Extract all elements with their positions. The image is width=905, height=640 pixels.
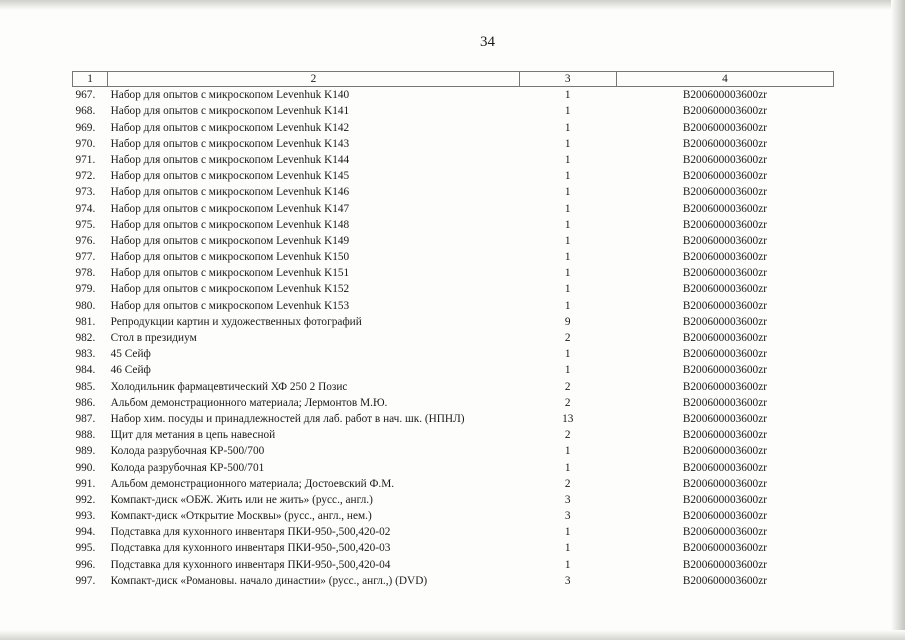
item-quantity: 1 — [564, 234, 571, 247]
page-number: 34 — [480, 34, 495, 50]
item-code: B200600003600zr — [682, 283, 767, 296]
row-number: 985. — [75, 380, 96, 393]
table-row — [73, 119, 834, 135]
item-quantity: 1 — [564, 202, 571, 215]
table-body — [73, 87, 834, 589]
item-quantity: 2 — [564, 332, 571, 344]
item-quantity: 3 — [564, 510, 571, 523]
item-name: Холодильник фармацевтический ХФ 250 2 Позис — [110, 380, 348, 393]
table-row — [73, 281, 834, 297]
row-number: 978. — [75, 267, 96, 280]
table-row — [73, 168, 834, 184]
item-quantity: 1 — [564, 364, 571, 377]
item-code: B200600003600zr — [682, 380, 767, 393]
item-name: Компакт-диск «ОБЖ. Жить или не жить» (русс., англ.) — [110, 493, 373, 506]
table-row — [73, 233, 834, 249]
item-name: Набор для опытов с микроскопом Levenhuk K150 — [110, 251, 350, 264]
table-row — [73, 573, 834, 589]
item-name: Набор для опытов с микроскопом Levenhuk K141 — [110, 105, 350, 118]
row-number: 990. — [75, 461, 96, 474]
item-code: B200600003600zr — [682, 364, 767, 377]
table-row — [73, 476, 834, 492]
inventory-table — [72, 71, 834, 589]
item-code: B200600003600zr — [682, 396, 767, 409]
row-number: 984. — [75, 364, 96, 377]
item-name: 45 Сейф — [110, 348, 151, 361]
item-quantity: 1 — [564, 89, 571, 102]
item-quantity: 2 — [564, 380, 571, 393]
item-code: B200600003600zr — [682, 234, 767, 247]
item-name: Стол в президиум — [110, 332, 197, 344]
item-quantity: 1 — [564, 186, 571, 199]
row-number: 996. — [75, 558, 96, 571]
item-code: B200600003600zr — [682, 137, 767, 150]
row-number: 967. — [75, 89, 96, 102]
item-code: B200600003600zr — [682, 170, 767, 183]
row-number: 982. — [75, 332, 96, 344]
item-name: Подставка для кухонного инвентаря ПКИ-950-,500,420-03 — [110, 542, 391, 555]
item-quantity: 1 — [564, 558, 571, 571]
row-number: 968. — [75, 105, 96, 118]
item-quantity: 1 — [564, 542, 571, 555]
row-number: 986. — [75, 396, 96, 409]
item-quantity: 13 — [562, 412, 574, 425]
row-number: 972. — [75, 170, 96, 183]
table-row — [73, 443, 834, 459]
table-row — [73, 249, 834, 265]
row-number: 976. — [75, 234, 96, 247]
table-row — [73, 556, 834, 572]
row-number: 983. — [75, 348, 96, 361]
header-col-2: 2 — [108, 72, 520, 87]
item-code: B200600003600zr — [682, 267, 767, 280]
item-name: Альбом демонстрационного материала; Лермонтов М.Ю. — [110, 396, 388, 409]
row-number: 979. — [75, 283, 96, 296]
row-number: 987. — [75, 412, 96, 425]
item-name: Щит для метания в цепь навесной — [110, 429, 276, 442]
item-code: B200600003600zr — [682, 332, 767, 344]
item-quantity: 3 — [564, 574, 571, 587]
item-name: Набор хим. посуды и принадлежностей для лаб. работ в нач. шк. (НПНЛ) — [110, 412, 465, 425]
item-quantity: 1 — [564, 348, 571, 361]
table-row — [73, 217, 834, 233]
row-number: 973. — [75, 186, 96, 199]
item-name: Набор для опытов с микроскопом Levenhuk K145 — [110, 170, 350, 183]
row-number: 974. — [75, 202, 96, 215]
table-row — [73, 346, 834, 362]
item-code: B200600003600zr — [682, 477, 767, 490]
table-row — [73, 184, 834, 200]
item-code: B200600003600zr — [682, 153, 767, 166]
item-code: B200600003600zr — [682, 186, 767, 199]
row-number: 992. — [75, 493, 96, 506]
table-header — [73, 72, 834, 87]
item-code: B200600003600zr — [682, 348, 767, 361]
item-name: Набор для опытов с микроскопом Levenhuk K153 — [110, 299, 350, 312]
table-row — [73, 508, 834, 524]
item-quantity: 9 — [564, 315, 571, 328]
table-row — [73, 378, 834, 394]
row-number: 989. — [75, 445, 96, 458]
row-number: 969. — [75, 121, 96, 134]
table-row — [73, 411, 834, 427]
item-code: B200600003600zr — [682, 542, 767, 555]
item-name: Набор для опытов с микроскопом Levenhuk K147 — [110, 202, 350, 215]
row-number: 995. — [75, 542, 96, 555]
item-quantity: 1 — [564, 153, 571, 166]
table-row — [73, 265, 834, 281]
table-row — [73, 395, 834, 411]
item-code: B200600003600zr — [682, 445, 767, 458]
item-name: Подставка для кухонного инвентаря ПКИ-950-,500,420-04 — [110, 558, 391, 571]
table-row — [73, 103, 834, 119]
table-row — [73, 200, 834, 216]
item-quantity: 1 — [564, 445, 571, 458]
row-number: 991. — [75, 477, 96, 490]
item-name: Набор для опытов с микроскопом Levenhuk K144 — [110, 153, 350, 166]
scan-edge-bottom — [0, 630, 905, 640]
table-row — [73, 459, 834, 475]
item-quantity: 1 — [564, 105, 571, 118]
table-row — [73, 362, 834, 378]
item-quantity: 1 — [564, 461, 571, 474]
item-name: Альбом демонстрационного материала; Достоевский Ф.М. — [110, 477, 395, 490]
item-quantity: 1 — [564, 170, 571, 183]
item-quantity: 1 — [564, 218, 571, 231]
row-number: 975. — [75, 218, 96, 231]
row-number: 994. — [75, 526, 96, 539]
item-quantity: 2 — [564, 396, 571, 409]
item-code: B200600003600zr — [682, 315, 767, 328]
item-code: B200600003600zr — [682, 251, 767, 264]
header-col-1: 1 — [73, 72, 108, 87]
item-quantity: 1 — [564, 526, 571, 539]
header-col-4: 4 — [616, 72, 833, 87]
table-row — [73, 427, 834, 443]
row-number: 993. — [75, 510, 96, 523]
row-number: 981. — [75, 315, 96, 328]
item-quantity: 1 — [564, 137, 571, 150]
table-header-row — [73, 72, 834, 87]
item-quantity: 1 — [564, 121, 571, 134]
row-number: 997. — [75, 574, 96, 587]
scan-edge-right — [891, 0, 905, 640]
table-row — [73, 152, 834, 168]
item-quantity: 2 — [564, 429, 571, 442]
item-quantity: 1 — [564, 267, 571, 280]
item-name: Компакт-диск «Романовы. начало династии» (русс., англ.,) (DVD) — [110, 574, 428, 587]
item-name: Компакт-диск «Открытие Москвы» (русс., англ., нем.) — [110, 510, 372, 523]
item-quantity: 1 — [564, 283, 571, 296]
item-name: Набор для опытов с микроскопом Levenhuk K151 — [110, 267, 350, 280]
item-code: B200600003600zr — [682, 526, 767, 539]
item-code: B200600003600zr — [682, 202, 767, 215]
table-row — [73, 297, 834, 313]
item-quantity: 1 — [564, 299, 571, 312]
item-name: Набор для опытов с микроскопом Levenhuk K149 — [110, 234, 350, 247]
item-name: Набор для опытов с микроскопом Levenhuk K143 — [110, 137, 350, 150]
item-code: B200600003600zr — [682, 299, 767, 312]
item-name: Набор для опытов с микроскопом Levenhuk K148 — [110, 218, 350, 231]
item-code: B200600003600zr — [682, 429, 767, 442]
item-name: 46 Сейф — [110, 364, 151, 377]
table-row — [73, 314, 834, 330]
item-name: Подставка для кухонного инвентаря ПКИ-950-,500,420-02 — [110, 526, 391, 539]
table-row — [73, 524, 834, 540]
item-name: Набор для опытов с микроскопом Levenhuk K140 — [110, 89, 350, 102]
item-code: B200600003600zr — [682, 574, 767, 587]
item-name: Репродукции картин и художественных фотографий — [110, 315, 362, 328]
item-code: B200600003600zr — [682, 218, 767, 231]
table-row — [73, 330, 834, 346]
row-number: 971. — [75, 153, 96, 166]
item-quantity: 1 — [564, 251, 571, 264]
row-number: 988. — [75, 429, 96, 442]
row-number: 980. — [75, 299, 96, 312]
item-code: B200600003600zr — [682, 89, 767, 102]
table-row — [73, 492, 834, 508]
item-quantity: 3 — [564, 493, 571, 506]
scan-edge-top — [0, 0, 905, 10]
item-code: B200600003600zr — [682, 121, 767, 134]
item-code: B200600003600zr — [682, 461, 767, 474]
item-name: Набор для опытов с микроскопом Levenhuk K152 — [110, 283, 350, 296]
table-row — [73, 540, 834, 556]
item-name: Набор для опытов с микроскопом Levenhuk K146 — [110, 186, 350, 199]
item-name: Колода разрубочная КР-500/700 — [110, 445, 265, 458]
table-row — [73, 87, 834, 104]
item-code: B200600003600zr — [682, 558, 767, 571]
table-row — [73, 136, 834, 152]
item-code: B200600003600zr — [682, 510, 767, 523]
item-name: Набор для опытов с микроскопом Levenhuk K142 — [110, 121, 350, 134]
item-code: B200600003600zr — [682, 493, 767, 506]
row-number: 970. — [75, 137, 96, 150]
row-number: 977. — [75, 251, 96, 264]
item-code: B200600003600zr — [682, 105, 767, 118]
item-name: Колода разрубочная КР-500/701 — [110, 461, 265, 474]
item-code: B200600003600zr — [682, 412, 767, 425]
header-col-3: 3 — [519, 72, 616, 87]
item-quantity: 2 — [564, 477, 571, 490]
